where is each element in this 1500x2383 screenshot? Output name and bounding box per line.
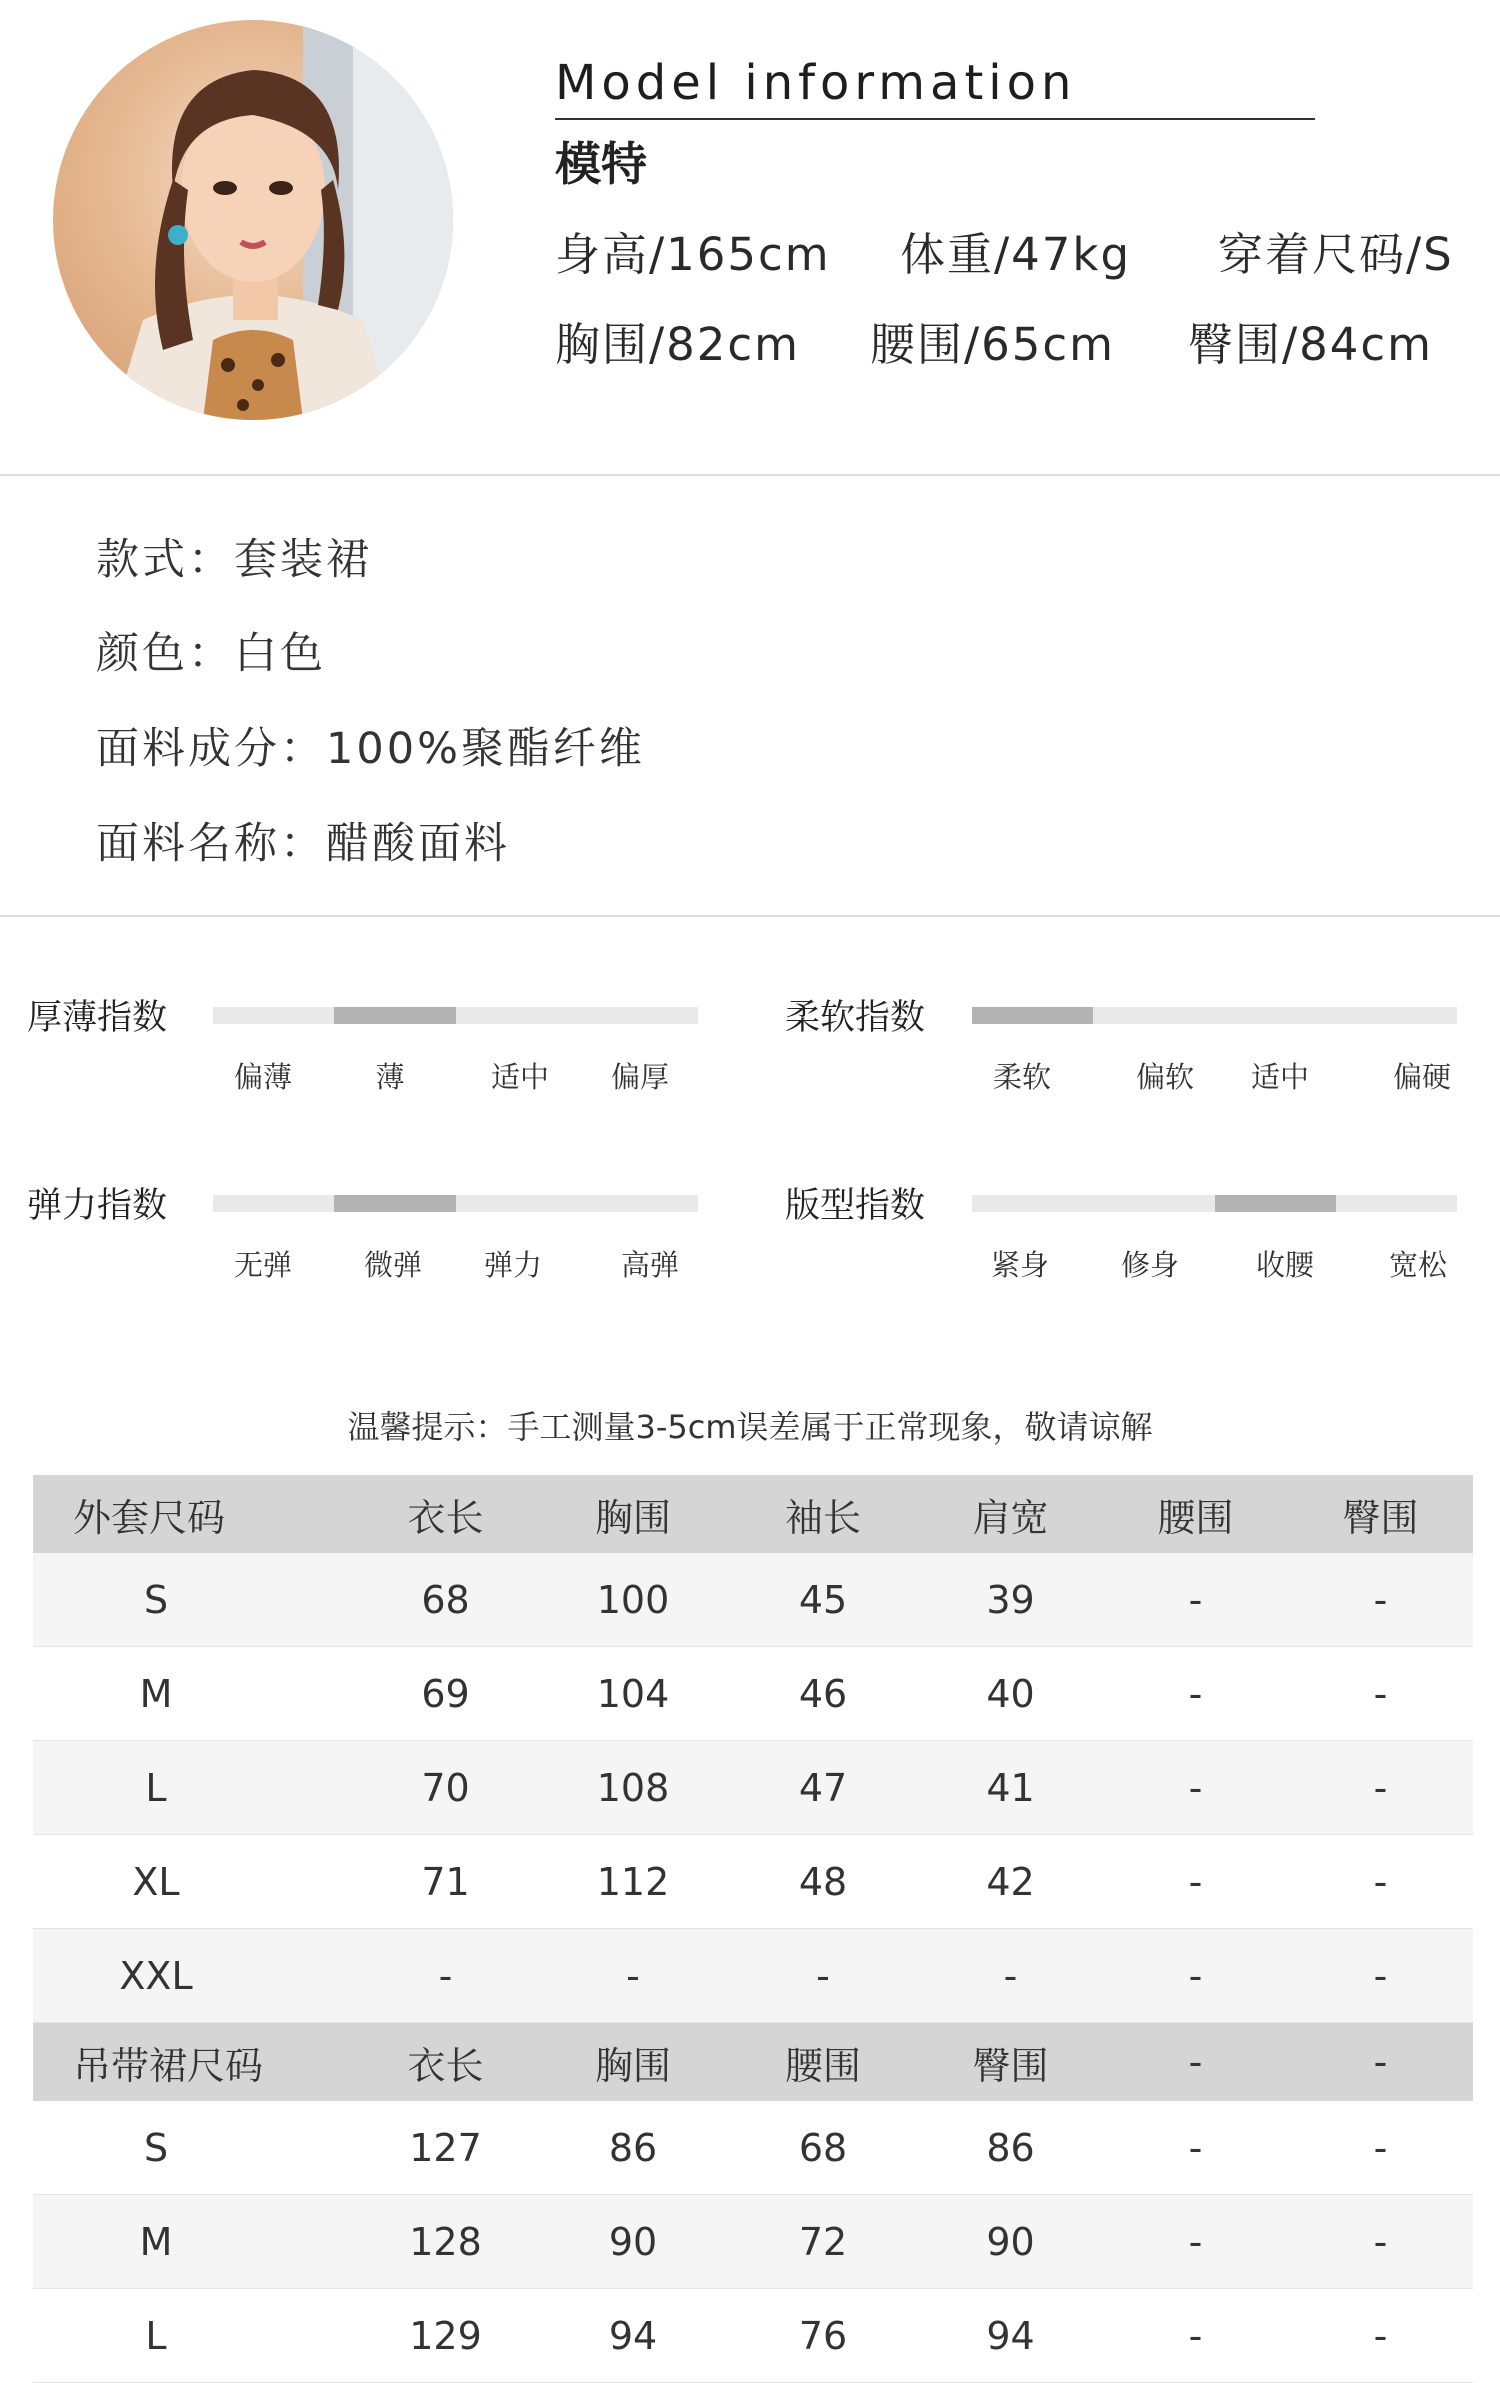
table-header-cell: 胸围 (594, 2043, 671, 2088)
index-option-label: 偏薄 (233, 1060, 293, 1094)
index-option-label: 偏硬 (1392, 1060, 1452, 1094)
table-cell: - (1373, 2125, 1388, 2170)
index-selected-segment (1215, 1195, 1336, 1212)
model-hip: 臀围/84cm (1188, 318, 1433, 371)
table-cell: - (1373, 2313, 1388, 2358)
section-divider (0, 474, 1500, 476)
size-cell: S (143, 2125, 169, 2170)
table-cell: - (1188, 2219, 1203, 2264)
index-selected-segment (972, 1007, 1093, 1024)
section-divider (0, 915, 1500, 917)
index-option-label: 高弹 (620, 1248, 680, 1282)
table-cell: 108 (596, 1765, 670, 1810)
table-cell: - (438, 1953, 453, 1998)
index-option-label: 紧身 (990, 1248, 1050, 1282)
title-underline (555, 118, 1315, 120)
table-cell: 128 (409, 2219, 482, 2264)
index-option-label: 适中 (1250, 1060, 1310, 1094)
table-cell: - (1188, 2313, 1203, 2358)
table-cell: 46 (798, 1671, 848, 1716)
table-cell: - (1373, 2219, 1388, 2264)
model-weight: 体重/47kg (900, 228, 1132, 281)
size-cell: M (139, 2219, 173, 2264)
table-header-cell: 胸围 (594, 1495, 671, 1540)
table-header-row (33, 1475, 1473, 1553)
table-cell: 68 (798, 2125, 848, 2170)
table-header-cell: 袖长 (784, 1495, 861, 1540)
table-row (33, 2289, 1473, 2383)
table-cell: 72 (798, 2219, 848, 2264)
table-row (33, 1553, 1473, 1647)
table-cell: 104 (596, 1671, 670, 1716)
size-cell: L (145, 2313, 167, 2358)
table-cell: 94 (986, 2313, 1035, 2358)
table-cell: 86 (608, 2125, 658, 2170)
table-cell: - (1188, 1859, 1203, 1904)
table-cell: 76 (798, 2313, 848, 2358)
table-cell: - (1373, 1859, 1388, 1904)
table-header-row (33, 2023, 1473, 2101)
table-cell: 47 (798, 1765, 848, 1810)
table-cell: 42 (986, 1859, 1035, 1904)
table-cell: 39 (986, 1577, 1035, 1622)
model-info-title: Model information (555, 55, 1077, 111)
table-header-cell: 臀围 (972, 2043, 1049, 2088)
table-cell: 100 (596, 1577, 670, 1622)
table-cell: - (1373, 1671, 1388, 1716)
index-option-label: 弹力 (483, 1248, 543, 1282)
index-option-label: 偏厚 (610, 1060, 670, 1094)
index-option-label: 适中 (490, 1060, 550, 1094)
table-cell: - (1373, 1577, 1388, 1622)
model-waist: 腰围/65cm (870, 318, 1115, 371)
index-track (213, 1195, 698, 1212)
index-track (972, 1007, 1457, 1024)
spec-fabric-name: 面料名称：醋酸面料 (96, 819, 510, 869)
index-option-label: 修身 (1120, 1248, 1180, 1282)
table-cell: 129 (409, 2313, 482, 2358)
spec-style: 款式：套装裙 (96, 535, 372, 585)
model-wearing-size: 穿着尺码/S (1218, 228, 1454, 281)
index-track (213, 1007, 698, 1024)
table-cell: - (1188, 1577, 1203, 1622)
table-row (33, 1929, 1473, 2023)
index-title: 厚薄指数 (27, 998, 168, 1038)
table-cell: 45 (798, 1577, 848, 1622)
size-cell: M (139, 1671, 173, 1716)
index-title: 版型指数 (785, 1186, 926, 1226)
index-option-label: 微弹 (363, 1248, 423, 1282)
index-title: 柔软指数 (785, 998, 926, 1038)
index-selected-segment (334, 1007, 455, 1024)
table-header-cell: 肩宽 (972, 1495, 1049, 1540)
table-row (33, 1647, 1473, 1741)
measurement-tip: 温馨提示：手工测量3-5cm误差属于正常现象，敬请谅解 (347, 1408, 1153, 1446)
table-cell: - (1188, 1671, 1203, 1716)
table-cell: 48 (798, 1859, 848, 1904)
index-selected-segment (334, 1195, 455, 1212)
table-header-cell: 衣长 (407, 2043, 484, 2088)
spec-color: 颜色：白色 (96, 629, 326, 679)
model-height: 身高/165cm (555, 228, 831, 281)
table-cell: 40 (986, 1671, 1035, 1716)
model-portrait-image (53, 20, 453, 420)
size-cell: L (145, 1765, 167, 1810)
size-cell: XL (132, 1859, 180, 1904)
table-cell: - (1373, 1953, 1388, 1998)
table-cell: 70 (421, 1765, 470, 1810)
table-cell: 71 (421, 1859, 470, 1904)
table-header-cell: 腰围 (784, 2043, 861, 2088)
index-track (972, 1195, 1457, 1212)
table-row (33, 1741, 1473, 1835)
index-option-label: 无弹 (233, 1248, 293, 1282)
table-cell: 94 (608, 2313, 658, 2358)
table-header-cell: 外套尺码 (73, 1495, 226, 1540)
table-cell: - (1373, 1765, 1388, 1810)
table-header-cell: 臀围 (1342, 1495, 1419, 1540)
table-cell: - (1003, 1953, 1018, 1998)
table-header-cell: 腰围 (1157, 1495, 1234, 1540)
size-table (33, 1475, 1473, 2383)
table-cell: 68 (421, 1577, 470, 1622)
index-option-label: 宽松 (1388, 1248, 1448, 1282)
table-row (33, 2195, 1473, 2289)
table-cell: - (1188, 2125, 1203, 2170)
table-cell: 127 (409, 2125, 482, 2170)
table-header-cell: 衣长 (407, 1495, 484, 1540)
table-cell: 90 (986, 2219, 1035, 2264)
model-info-subtitle: 模特 (555, 137, 647, 191)
index-option-label: 偏软 (1135, 1060, 1195, 1094)
index-option-label: 薄 (375, 1060, 405, 1094)
table-cell: 90 (608, 2219, 658, 2264)
table-header-cell: 吊带裙尺码 (73, 2043, 264, 2088)
table-row (33, 2101, 1473, 2195)
index-option-label: 收腰 (1255, 1248, 1315, 1282)
table-header-cell: - (1373, 2040, 1388, 2084)
table-cell: - (1188, 1953, 1203, 1998)
size-cell: XXL (119, 1953, 193, 1998)
index-title: 弹力指数 (27, 1186, 168, 1226)
size-cell: S (143, 1577, 169, 1622)
table-cell: 69 (421, 1671, 470, 1716)
table-cell: - (816, 1953, 830, 1998)
index-option-label: 柔软 (992, 1060, 1052, 1094)
table-cell: 41 (986, 1765, 1035, 1810)
table-cell: 86 (986, 2125, 1035, 2170)
table-cell: 112 (596, 1859, 670, 1904)
model-bust: 胸围/82cm (555, 318, 800, 371)
table-cell: - (1188, 1765, 1203, 1810)
model-photo (53, 20, 453, 420)
table-cell: - (626, 1953, 640, 1998)
table-header-cell: - (1188, 2040, 1203, 2084)
table-row (33, 1835, 1473, 1929)
spec-material: 面料成分：100%聚酯纤维 (96, 724, 645, 774)
